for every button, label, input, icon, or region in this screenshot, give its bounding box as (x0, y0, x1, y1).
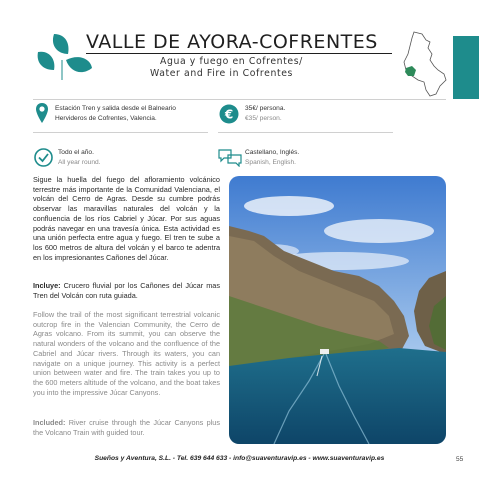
divider (33, 99, 446, 100)
description-en: Follow the trail of the most significant terrestrial volcanic outcrop fire in the Valencian Community, the Cerro de Agras volcano. From its summit, you can observe the natural wonders of the volcano and the confluence of the Cabriel and Júcar rivers. Through its waters, you can navigate on a unique journey. This activity is a perfect union between water and fire. The train takes you up to the 600 meters altitude of the volcano, and the boat takes you into the impressive Júcar Canyons. (33, 310, 220, 397)
region-map (400, 30, 448, 98)
subtitle-es: Agua y fuego en Cofrentes/ (160, 56, 303, 67)
season-en: All year round. (58, 158, 101, 166)
includes-label-es: Incluye: (33, 281, 61, 290)
language-en: Spanish, English. (245, 158, 296, 166)
page-title: VALLE DE AYORA-COFRENTES (86, 31, 378, 53)
includes-en (33, 418, 220, 437)
price-es: 35€/ persona. (245, 105, 286, 112)
page-number: 55 (456, 456, 464, 463)
check-circle-icon (34, 148, 53, 167)
info-language (245, 148, 385, 167)
subtitle-en: Water and Fire in Cofrentes (150, 68, 293, 79)
includes-es (33, 281, 220, 300)
season-es: Todo el año. (58, 149, 94, 156)
title-underline (86, 53, 392, 54)
location-text: Estación Tren y salida desde el Balneario Hervideros de Cofrentes, Valencia. (55, 105, 176, 122)
svg-text:€: € (224, 107, 234, 122)
footer-contact: Sueños y Aventura, S.L. - Tel. 639 644 633 - info@suaventuravip.es - www.suaventuravip.es (94, 455, 385, 462)
info-season (58, 148, 198, 167)
divider (33, 132, 208, 133)
euro-icon (219, 104, 239, 124)
divider (218, 132, 393, 133)
map-pin-icon (35, 102, 49, 124)
language-es: Castellano, Inglés. (245, 149, 300, 156)
chat-bubbles-icon (218, 148, 242, 167)
includes-text-es: Crucero fluvial por los Cañones del Júcar mas Tren del Volcán con ruta guiada. (33, 281, 220, 300)
includes-text-en: River cruise through the Júcar Canyons plus the Volcano Train with guided tour. (33, 418, 220, 437)
info-location (55, 104, 205, 123)
includes-label-en: Included: (33, 418, 66, 427)
info-price (245, 104, 395, 123)
accent-tab (453, 36, 479, 99)
price-en: €35/ person. (245, 114, 282, 122)
canyon-photo (229, 176, 446, 444)
description-es: Sigue la huella del fuego del afloramiento volcánico terrestre más importante de la Comunidad Valenciana, el volcán del Cerro de Agras. Desde su cumbre podrás observar las maravillas naturales del volcán y la confluencia de los ríos Cabriel y Júcar. Por sus aguas podrás navegar en una travesía única. Esta actividad es una unión perfecta entre agua y fuego. El tren te sube a los 600 metros de altura del volcán y el barco te adentra en los impresionantes Cañones del Júcar. (33, 175, 220, 262)
